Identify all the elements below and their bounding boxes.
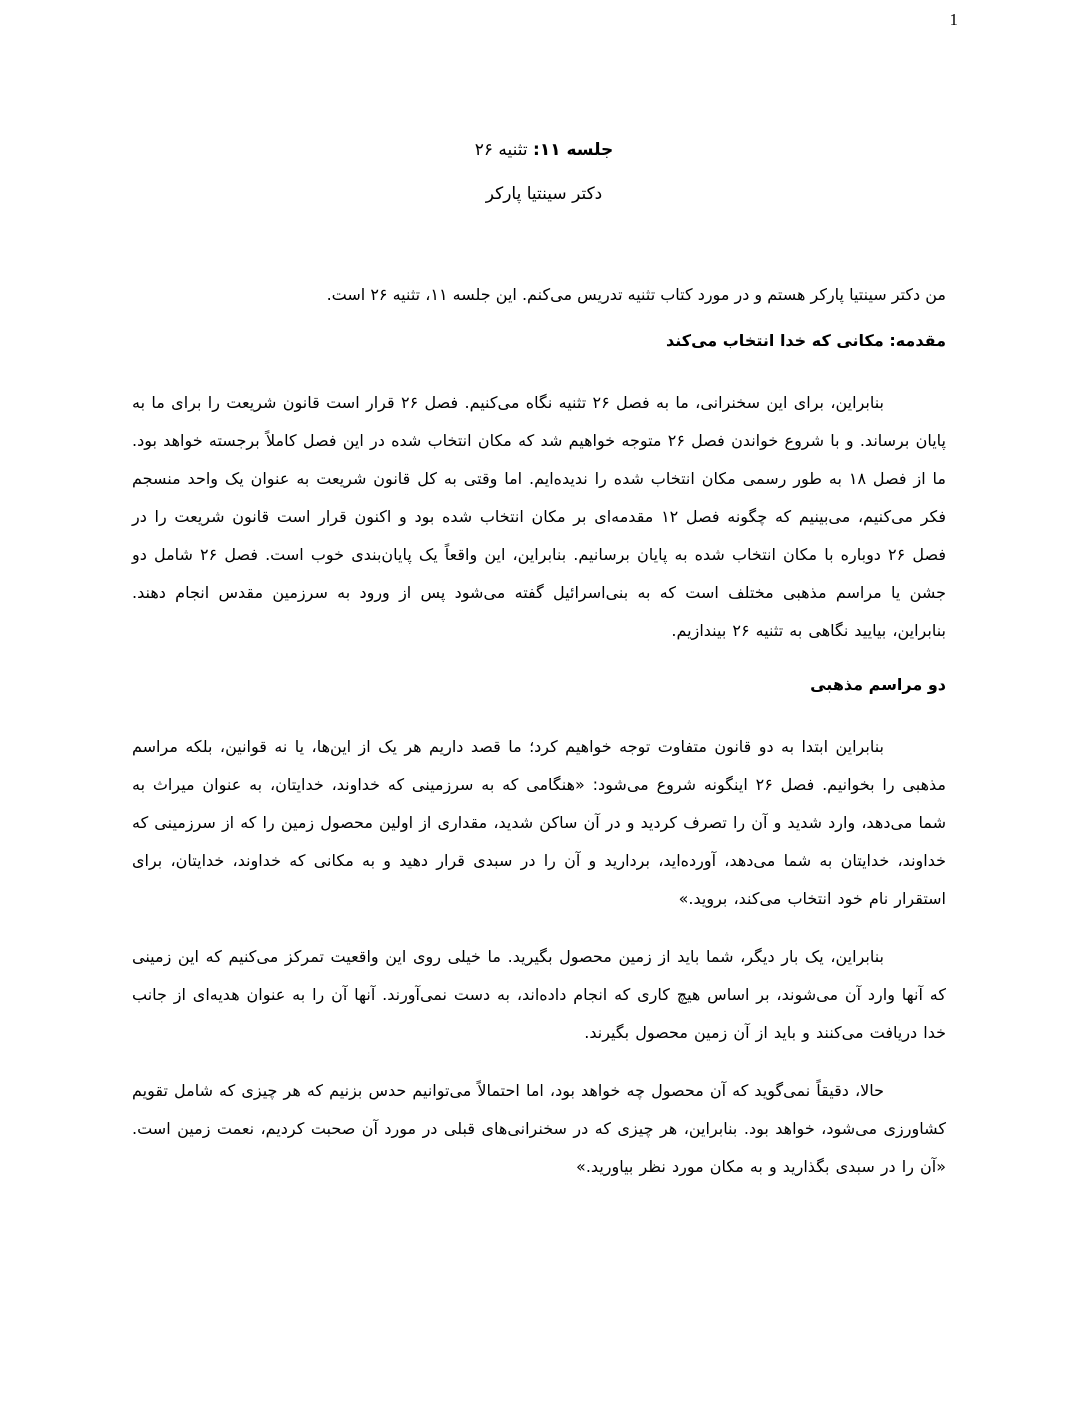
body-paragraph: بنابراین، یک بار دیگر، شما باید از زمین محصول بگیرید. ما خیلی روی این واقعیت تمرکز می‌کنیم که این زمینی که آنها وارد آن می‌شوند، بر اساس هیچ کاری که انجام داده‌اند، به دست نمی‌آورند. آنها آن را به عنوان هدیه‌ای از جانب خدا دریافت می‌کنند و باید از آن زمین محصول بگیرند.: [132, 947, 946, 1042]
section-heading-introduction: مقدمه: مکانی که خدا انتخاب می‌کند: [665, 331, 946, 350]
document-body: [132, 276, 946, 1206]
session-title: [0, 128, 1088, 172]
body-paragraph: بنابراین، برای این سخنرانی، ما به فصل ۲۶ تثنیه نگاه می‌کنیم. فصل ۲۶ قرار است قانون شریعت را برای ما به پایان برساند. و با شروع خواندن فصل ۲۶ متوجه خواهیم شد که مکان انتخاب شده در این فصل کاملاً برجسته خواهد بود. ما از فصل ۱۸ به طور رسمی مکان انتخاب شده را ندیده‌ایم. اما وقتی به کل قانون شریعت به عنوان یک واحد منسجم فکر می‌کنیم، می‌بینیم که چگونه فصل ۱۲ مقدمه‌ای بر مکان انتخاب شده بود و اکنون قرار است قانون شریعت را در فصل ۲۶ دوباره با مکان انتخاب شده به پایان برسانیم. بنابراین، این واقعاً یک پایان‌بندی خوب است. فصل ۲۶ شامل دو جشن یا مراسم مذهبی مختلف است که به بنی‌اسرائیل گفته می‌شود پس از ورود به سرزمین مقدس انجام دهند. بنابراین، بیایید نگاهی به تثنیه ۲۶ بیندازیم.: [132, 393, 947, 640]
page-number: 1: [949, 10, 958, 29]
author-name: دکتر سینتیا پارکر: [485, 184, 603, 204]
section-heading-two-ceremonies: دو مراسم مذهبی: [810, 675, 946, 694]
document-title: [0, 128, 1088, 216]
body-paragraph: بنابراین ابتدا به دو قانون متفاوت توجه خواهیم کرد؛ ما قصد داریم هر یک از این‌ها، یا نه قوانین، بلکه مراسم مذهبی را بخوانیم. فصل ۲۶ اینگونه شروع می‌شود: «هنگامی که به سرزمینی که خداوند، خدایتان، به عنوان میراث به شما می‌دهد، وارد شدید و آن را تصرف کردید و در آن ساکن شدید، مقداری از اولین محصول زمین را که از سرزمینی که خداوند، خدایتان به شما می‌دهد، آورده‌اید، بردارید و آن را در سبدی قرار دهید و به مکانی که خداوند، خدایتان، برای استقرار نام خود انتخاب می‌کند، بروید.»: [132, 737, 947, 908]
body-paragraph: حالا، دقیقاً نمی‌گوید که آن محصول چه خواهد بود، اما احتمالاً می‌توانیم حدس بزنیم که هر چیزی که شامل تقویم کشاورزی می‌شود، خواهد بود. بنابراین، هر چیزی که در سخنرانی‌های قبلی در مورد آن صحبت کردیم، نعمت زمین است. «آن را در سبدی بگذارید و به مکان مورد نظر بیاورید.»: [132, 1081, 946, 1176]
intro-paragraph: من دکتر سینتیا پارکر هستم و در مورد کتاب تثنیه تدریس می‌کنم. این جلسه ۱۱، تثنیه ۲۶ است.: [326, 285, 946, 304]
session-topic: تثنیه ۲۶: [474, 140, 528, 160]
session-label: جلسه ۱۱:: [533, 140, 614, 160]
